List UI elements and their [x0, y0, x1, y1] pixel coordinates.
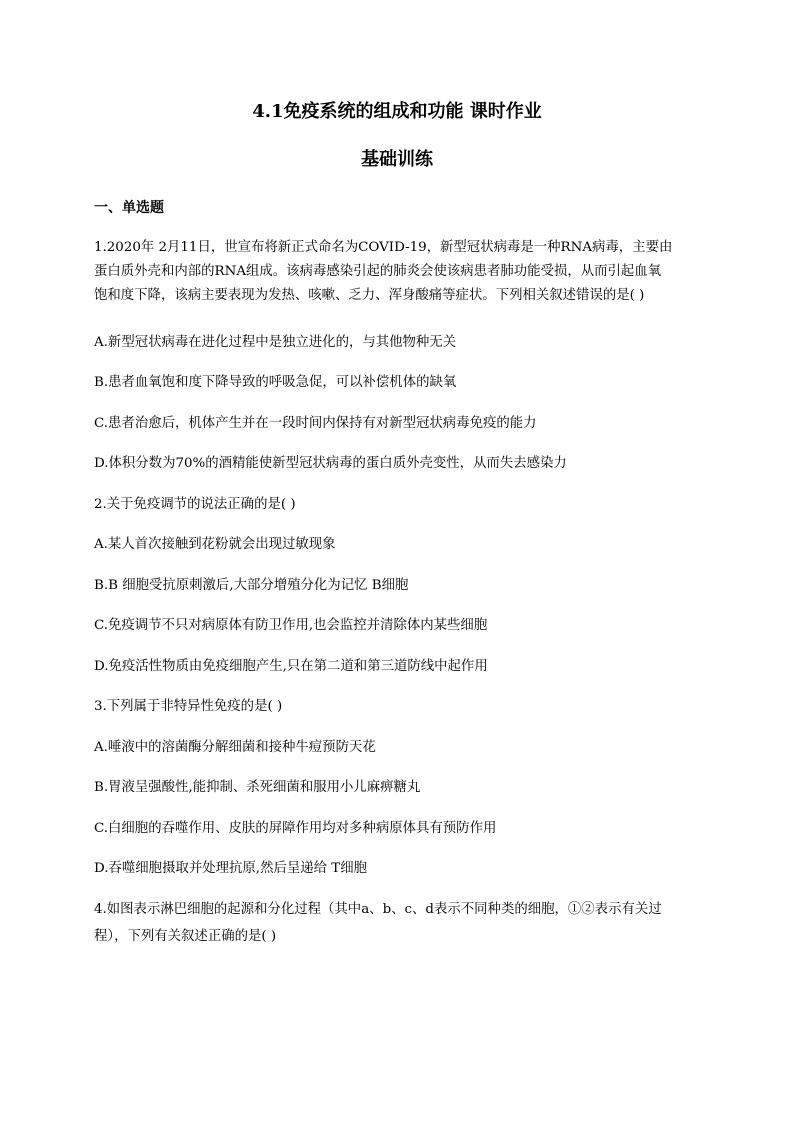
- question-1-option-a: A.新型冠状病毒在进化过程中是独立进化的，与其他物种无关: [94, 335, 457, 350]
- page-title: 4.1免疫系统的组成和功能 课时作业: [252, 101, 542, 122]
- question-1-option-c: C.患者治愈后，机体产生并在一段时间内保持有对新型冠状病毒免疫的能力: [94, 416, 537, 431]
- question-3-option-d: D.吞噬细胞摄取并处理抗原,然后呈递给 T细胞: [94, 861, 367, 876]
- question-4-stem-line-2: 程），下列有关叙述正确的是( ): [94, 929, 277, 944]
- question-2-option-d: D.免疫活性物质由免疫细胞产生,只在第二道和第三道防线中起作用: [94, 659, 488, 674]
- question-4-stem-line-1: 4.如图表示淋巴细胞的起源和分化过程（其中a、b、c、d表示不同种类的细胞，①②表示有关过: [94, 902, 662, 917]
- question-3-option-b: B.胃液呈强酸性,能抑制、杀死细菌和服用小儿麻痹糖丸: [94, 780, 421, 795]
- question-2-option-b: B.B 细胞受抗原刺激后,大部分增殖分化为记忆 B细胞: [94, 578, 409, 593]
- question-3-option-c: C.白细胞的吞噬作用、皮肤的屏障作用均对多种病原体具有预防作用: [94, 821, 497, 836]
- question-3-stem: 3.下列属于非特异性免疫的是( ): [94, 699, 283, 714]
- section-heading: 一、单选题: [94, 200, 164, 216]
- question-1-stem-line-2: 蛋白质外壳和内部的RNA组成。该病毒感染引起的肺炎会使该病患者肺功能受损，从而引起血氧: [94, 264, 662, 279]
- question-2-stem: 2.关于免疫调节的说法正确的是( ): [94, 497, 296, 512]
- question-3-option-a: A.唾液中的溶菌酶分解细菌和接种牛痘预防天花: [94, 740, 376, 755]
- question-1-stem-line-3: 饱和度下降，该病主要表现为发热、咳嗽、乏力、浑身酸痛等症状。下列相关叙述错误的是( ): [94, 288, 645, 303]
- question-1-option-b: B.患者血氧饱和度下降导致的呼吸急促，可以补偿机体的缺氧: [94, 375, 457, 390]
- question-1-stem-line-1: 1.2020年 2月11日，世宣布将新正式命名为COVID-19，新型冠状病毒是一种RNA病毒，主要由: [94, 240, 673, 255]
- question-1-option-d: D.体积分数为70%的酒精能使新型冠状病毒的蛋白质外壳变性，从而失去感染力: [94, 456, 567, 471]
- question-2-option-a: A.某人首次接触到花粉就会出现过敏现象: [94, 537, 336, 552]
- question-2-option-c: C.免疫调节不只对病原体有防卫作用,也会监控并清除体内某些细胞: [94, 618, 488, 633]
- page-subtitle: 基础训练: [361, 149, 433, 170]
